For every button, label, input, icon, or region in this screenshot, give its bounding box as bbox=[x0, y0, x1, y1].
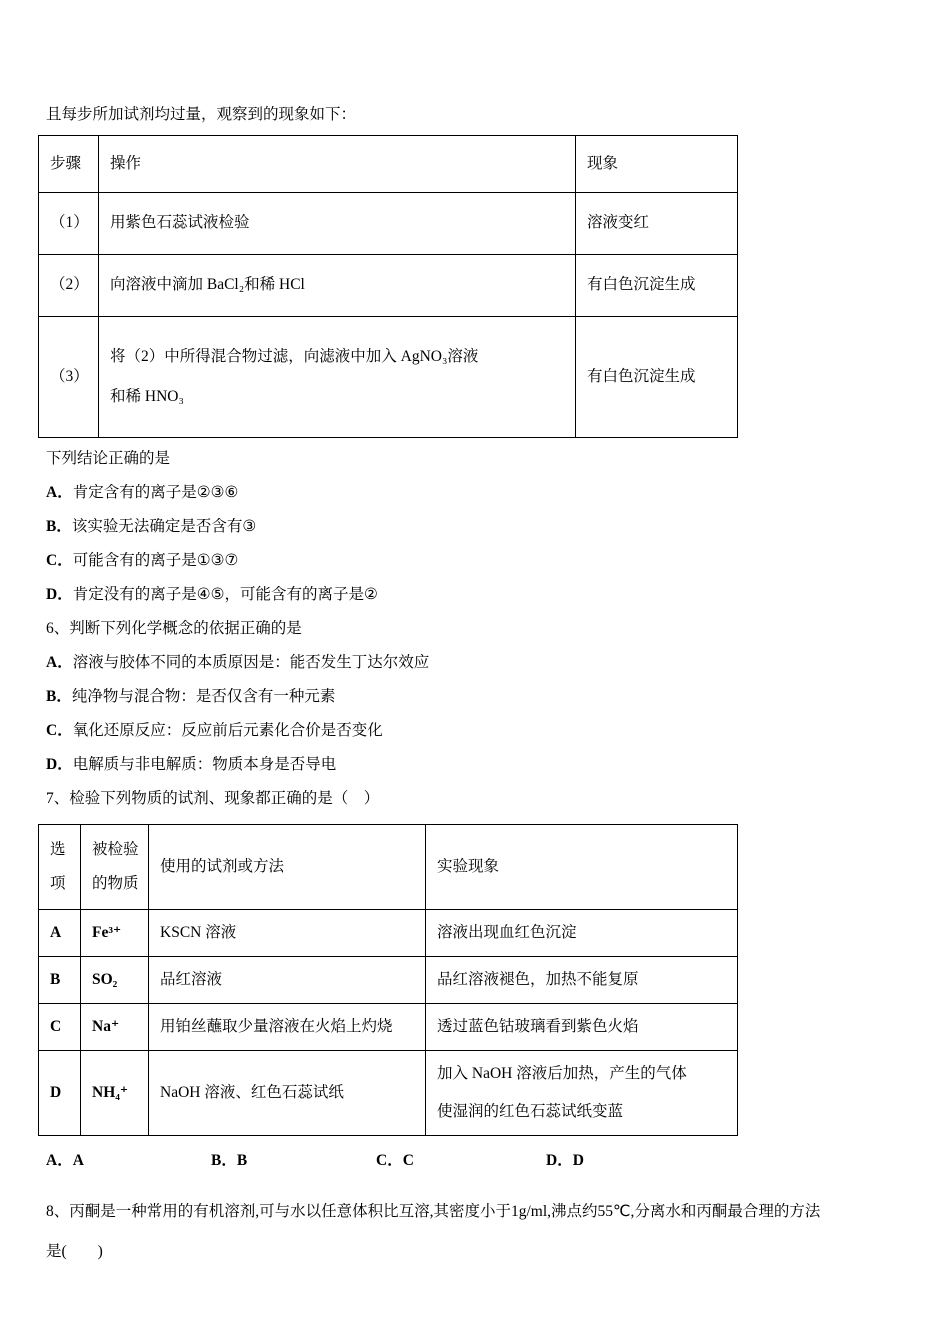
operation-cell: 向溶液中滴加 BaCl₂和稀 HCl bbox=[99, 255, 576, 317]
operation-line-1: 将（2）中所得混合物过滤，向滤液中加入 AgNO₃溶液 bbox=[110, 348, 479, 365]
step-cell: （3） bbox=[39, 317, 99, 438]
method-cell: KSCN 溶液 bbox=[149, 910, 426, 957]
phenomenon-cell: 有白色沉淀生成 bbox=[576, 255, 738, 317]
option-letter: C． bbox=[46, 722, 73, 739]
result-cell: 溶液出现血红色沉淀 bbox=[426, 910, 738, 957]
table-header-row bbox=[39, 825, 738, 910]
q5-option-b bbox=[46, 510, 905, 544]
option-text: 溶液与胶体不同的本质原因是：能否发生丁达尔效应 bbox=[72, 654, 430, 671]
q5-option-c bbox=[46, 544, 905, 578]
option-text: 肯定没有的离子是④⑤，可能含有的离子是② bbox=[72, 586, 378, 603]
table-row bbox=[39, 317, 738, 438]
q8-text-line-1: 8、丙酮是一种常用的有机溶剂,可与水以任意体积比互溶,其密度小于1g/ml,沸点约55℃,分离水和丙酮最合理的方法 bbox=[46, 1203, 821, 1220]
option-letter: A． bbox=[46, 484, 73, 501]
option-cell: C bbox=[39, 1004, 81, 1051]
q6-option-b bbox=[46, 680, 905, 714]
phenomenon-cell: 有白色沉淀生成 bbox=[576, 317, 738, 438]
answer-option-c: C．C bbox=[376, 1152, 414, 1169]
table-row bbox=[39, 910, 738, 957]
option-text: 肯定含有的离子是②③⑥ bbox=[72, 484, 239, 501]
option-text: 纯净物与混合物：是否仅含有一种元素 bbox=[71, 688, 336, 705]
option-text: 氧化还原反应：反应前后元素化合价是否变化 bbox=[72, 722, 383, 739]
step-cell: （1） bbox=[39, 193, 99, 255]
header-option: 选项 bbox=[39, 825, 81, 910]
option-cell: D bbox=[39, 1051, 81, 1136]
option-text: 该实验无法确定是否含有③ bbox=[71, 518, 257, 535]
option-letter: D． bbox=[46, 756, 73, 773]
q7-answer-row bbox=[46, 1144, 905, 1178]
result-cell: 品红溶液褪色，加热不能复原 bbox=[426, 957, 738, 1004]
substance-cell: SO₂ bbox=[81, 957, 149, 1004]
step-cell: （2） bbox=[39, 255, 99, 317]
answer-option-a: A．A bbox=[46, 1152, 84, 1169]
table-row bbox=[39, 957, 738, 1004]
result-cell bbox=[426, 1051, 738, 1136]
detection-table bbox=[38, 824, 738, 1136]
q7-title: 7、检验下列物质的试剂、现象都正确的是（ ） bbox=[46, 790, 380, 807]
operation-line-2: 和稀 HNO₃ bbox=[110, 388, 184, 405]
q5-conclusion-lead: 下列结论正确的是 bbox=[46, 450, 171, 467]
q6-option-d bbox=[46, 748, 905, 782]
table-row bbox=[39, 255, 738, 317]
table-row bbox=[39, 193, 738, 255]
table-header-row bbox=[39, 136, 738, 193]
option-text: 电解质与非电解质：物质本身是否导电 bbox=[72, 756, 337, 773]
option-letter: B． bbox=[46, 688, 72, 705]
procedure-table bbox=[38, 135, 738, 438]
phenomenon-cell: 溶液变红 bbox=[576, 193, 738, 255]
question-8 bbox=[38, 1192, 905, 1272]
q6-option-a bbox=[46, 646, 905, 680]
option-letter: A． bbox=[46, 654, 73, 671]
result-cell: 透过蓝色钴玻璃看到紫色火焰 bbox=[426, 1004, 738, 1051]
q6-option-c bbox=[46, 714, 905, 748]
header-method: 使用的试剂或方法 bbox=[149, 825, 426, 910]
option-cell: B bbox=[39, 957, 81, 1004]
method-cell: 用铂丝蘸取少量溶液在火焰上灼烧 bbox=[149, 1004, 426, 1051]
q5-option-d bbox=[46, 578, 905, 612]
q8-text-line-2: 是( ) bbox=[46, 1243, 103, 1260]
header-step: 步骤 bbox=[39, 136, 99, 193]
intro-text: 且每步所加试剂均过量，观察到的现象如下： bbox=[46, 106, 357, 123]
option-letter: C． bbox=[46, 552, 73, 569]
method-cell: NaOH 溶液、红色石蕊试纸 bbox=[149, 1051, 426, 1136]
option-cell: A bbox=[39, 910, 81, 957]
answer-option-d: D．D bbox=[546, 1152, 584, 1169]
method-cell: 品红溶液 bbox=[149, 957, 426, 1004]
operation-cell bbox=[99, 317, 576, 438]
header-result: 实验现象 bbox=[426, 825, 738, 910]
header-substance: 被检验的物质 bbox=[81, 825, 149, 910]
header-phenomenon: 现象 bbox=[576, 136, 738, 193]
option-text: 可能含有的离子是①③⑦ bbox=[72, 552, 239, 569]
substance-cell: Fe³⁺ bbox=[81, 910, 149, 957]
option-letter: D． bbox=[46, 586, 73, 603]
operation-cell: 用紫色石蕊试液检验 bbox=[99, 193, 576, 255]
header-operation: 操作 bbox=[99, 136, 576, 193]
q5-option-a bbox=[46, 476, 905, 510]
table-row bbox=[39, 1051, 738, 1136]
option-letter: B． bbox=[46, 518, 72, 535]
substance-cell: Na⁺ bbox=[81, 1004, 149, 1051]
substance-cell: NH₄⁺ bbox=[81, 1051, 149, 1136]
q6-title: 6、判断下列化学概念的依据正确的是 bbox=[46, 620, 302, 637]
result-text: 加入 NaOH 溶液后加热，产生的气体使湿润的红色石蕊试纸变蓝 bbox=[437, 1065, 687, 1120]
table-row bbox=[39, 1004, 738, 1051]
answer-option-b: B．B bbox=[211, 1152, 248, 1169]
